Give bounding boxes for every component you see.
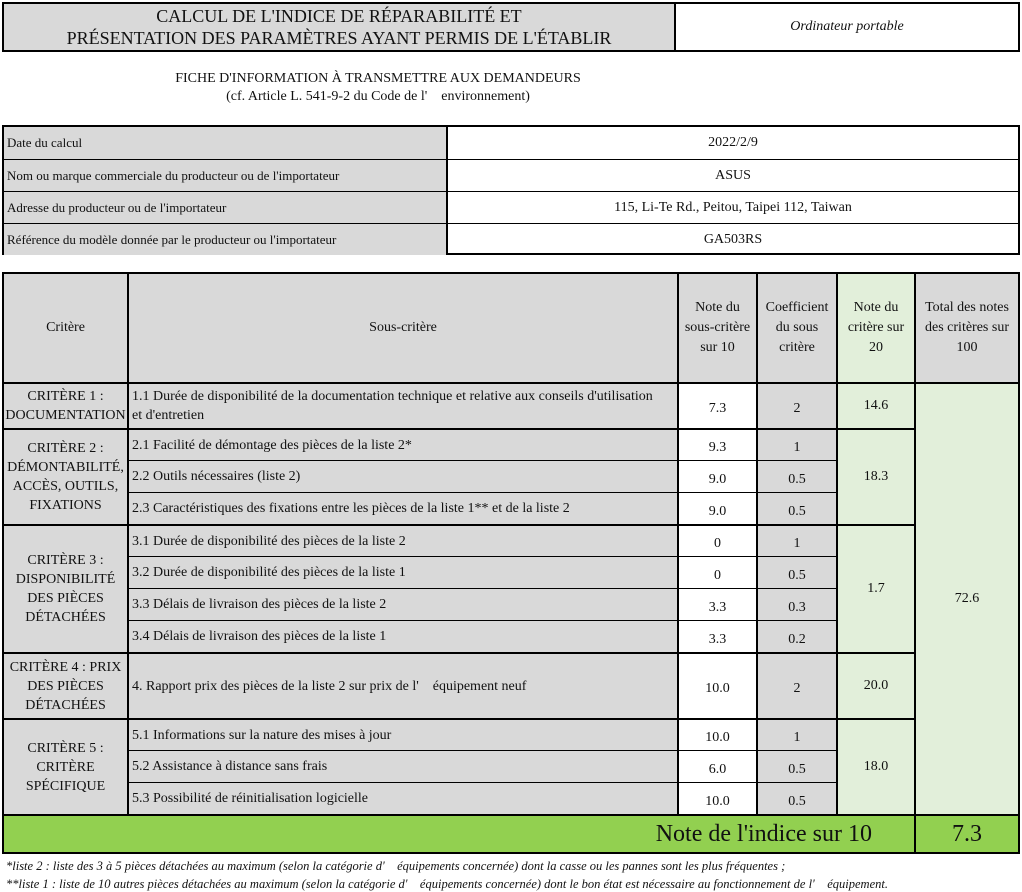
sub-criterion-note: 10.0	[677, 718, 756, 750]
sub-criterion-note: 9.0	[677, 460, 756, 492]
sub-criterion-note: 3.3	[677, 588, 756, 620]
sub-criterion-coefficient: 0.5	[756, 782, 836, 814]
header-coefficient-label: Coefficient du sous critère	[765, 300, 829, 355]
criterion-score: 1.7	[836, 524, 914, 652]
title-box	[2, 2, 676, 52]
header-note-sous-critere-label: Note du sous-critère sur 10	[684, 300, 751, 355]
header-total-label: Total des notes des critères sur 100	[925, 300, 1009, 355]
criterion-name: CRITÈRE 4 : PRIX DES PIÈCES DÉTACHÉES	[4, 652, 127, 718]
info-label: Adresse du producteur ou de l'importateur	[4, 191, 446, 223]
sub-criterion-coefficient: 1	[756, 428, 836, 460]
sub-criterion-label: 1.1 Durée de disponibilité de la documentation technique et relative aux conseils d'utilisation et d'entretien	[127, 382, 677, 428]
criterion-name: CRITÈRE 1 : DOCUMENTATION	[4, 382, 127, 428]
sub-criterion-coefficient: 0.5	[756, 750, 836, 782]
header-sous-critere-label: Sous-critère	[369, 320, 437, 335]
sub-criterion-coefficient: 0.2	[756, 620, 836, 652]
sub-criterion-note: 3.3	[677, 620, 756, 652]
header-critere	[4, 274, 127, 382]
header-critere-label: Critère	[46, 320, 85, 335]
sub-criterion-label: 3.4 Délais de livraison des pièces de la liste 1	[127, 620, 677, 652]
index-label-cell	[4, 816, 914, 852]
index-label: Note de l'indice sur 10	[655, 820, 872, 847]
subtitle-line-1: FICHE D'INFORMATION À TRANSMETTRE AUX DEMANDEURS	[175, 71, 581, 86]
sub-criterion-note: 9.3	[677, 428, 756, 460]
info-label: Nom ou marque commerciale du producteur ou de l'importateur	[4, 159, 446, 191]
criterion-name: CRITÈRE 2 : DÉMONTABILITÉ, ACCÈS, OUTILS, FIXATIONS	[4, 428, 127, 524]
total-score-cell	[914, 382, 1018, 814]
footnote-liste-2: *liste 2 : liste des 3 à 5 pièces détachées au maximum (selon la catégorie d' équipements concernée) dont la casse ou les pannes sont les plus fréquentes ;	[6, 859, 786, 873]
info-value: GA503RS	[446, 223, 1018, 255]
sub-criterion-label: 5.1 Informations sur la nature des mises à jour	[127, 718, 677, 750]
sub-criterion-label: 4. Rapport prix des pièces de la liste 2 sur prix de l' équipement neuf	[127, 652, 677, 718]
title-line-1: CALCUL DE L'INDICE DE RÉPARABILITÉ ET	[156, 6, 522, 26]
sub-criterion-note: 0	[677, 524, 756, 556]
category-box	[676, 2, 1020, 52]
index-value-cell	[914, 816, 1018, 852]
index-value: 7.3	[952, 820, 982, 847]
category-label: Ordinateur portable	[790, 19, 904, 34]
sub-criterion-label: 5.3 Possibilité de réinitialisation logicielle	[127, 782, 677, 814]
info-value: 2022/2/9	[446, 127, 1018, 159]
header-note-critere	[836, 274, 914, 382]
info-value: ASUS	[446, 159, 1018, 191]
sub-criterion-label: 5.2 Assistance à distance sans frais	[127, 750, 677, 782]
header-note-sous-critere	[677, 274, 756, 382]
sub-criterion-label: 2.1 Facilité de démontage des pièces de la liste 2*	[127, 428, 677, 460]
criterion-score: 14.6	[836, 382, 914, 428]
title-line-2: PRÉSENTATION DES PARAMÈTRES AYANT PERMIS DE L'ÉTABLIR	[66, 28, 612, 48]
sub-criterion-label: 3.2 Durée de disponibilité des pièces de la liste 1	[127, 556, 677, 588]
criterion-score: 18.0	[836, 718, 914, 814]
criterion-score: 20.0	[836, 652, 914, 718]
subtitle	[0, 70, 756, 106]
sub-criterion-coefficient: 1	[756, 524, 836, 556]
sub-criterion-note: 10.0	[677, 782, 756, 814]
sub-criterion-coefficient: 0.5	[756, 460, 836, 492]
header-note-critere-label: Note du critère sur 20	[847, 300, 905, 355]
sub-criterion-note: 6.0	[677, 750, 756, 782]
sub-criterion-note: 10.0	[677, 652, 756, 718]
header-total	[914, 274, 1018, 382]
sub-criterion-label: 2.2 Outils nécessaires (liste 2)	[127, 460, 677, 492]
header-sous-critere	[127, 274, 677, 382]
sub-criterion-note: 7.3	[677, 382, 756, 428]
criterion-name: CRITÈRE 3 : DISPONIBILITÉ DES PIÈCES DÉTACHÉES	[4, 524, 127, 652]
sub-criterion-note: 0	[677, 556, 756, 588]
sub-criterion-note: 9.0	[677, 492, 756, 524]
sub-criterion-coefficient: 2	[756, 652, 836, 718]
sub-criterion-label: 3.3 Délais de livraison des pièces de la liste 2	[127, 588, 677, 620]
info-label: Référence du modèle donnée par le producteur ou l'importateur	[4, 223, 446, 255]
info-label: Date du calcul	[4, 127, 446, 159]
subtitle-line-2: (cf. Article L. 541-9-2 du Code de l' environnement)	[226, 89, 530, 104]
footnote-liste-1: **liste 1 : liste de 10 autres pièces détachées au maximum (selon la catégorie d' équipements concernée) dont le bon état est nécessaire au fonctionnement de l' équipement.	[6, 877, 888, 891]
header-coefficient	[756, 274, 836, 382]
sub-criterion-label: 2.3 Caractéristiques des fixations entre les pièces de la liste 1** et de la liste 2	[127, 492, 677, 524]
sub-criterion-coefficient: 2	[756, 382, 836, 428]
criterion-score: 18.3	[836, 428, 914, 524]
sub-criterion-coefficient: 0.5	[756, 556, 836, 588]
info-value: 115, Li-Te Rd., Peitou, Taipei 112, Taiwan	[446, 191, 1018, 223]
sub-criterion-coefficient: 0.3	[756, 588, 836, 620]
sub-criterion-label: 3.1 Durée de disponibilité des pièces de la liste 2	[127, 524, 677, 556]
sub-criterion-coefficient: 1	[756, 718, 836, 750]
criterion-name: CRITÈRE 5 : CRITÈRE SPÉCIFIQUE	[4, 718, 127, 814]
total-score-value: 72.6	[954, 591, 980, 606]
sub-criterion-coefficient: 0.5	[756, 492, 836, 524]
